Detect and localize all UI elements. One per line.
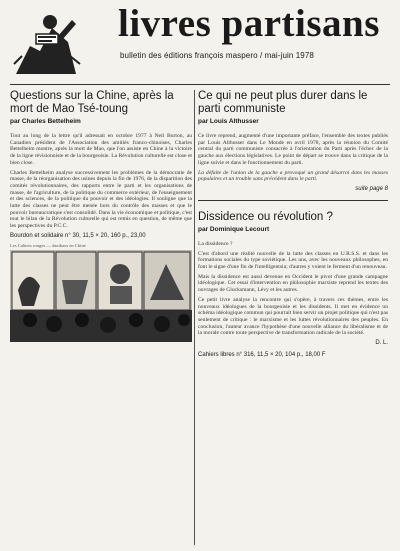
column-divider [194,90,195,545]
party-article-title: Ce qui ne peut plus durer dans le parti communiste [198,90,368,115]
right-column [198,90,388,358]
china-article-body [10,133,192,230]
china-paragraph: Charles Bettelheim analyse successivement les problèmes de la démocratie de masse, de la réorganisation des usines depuis la fin de 1976, de la disparition des comités révolutionnaires, des rapports entre le parti et les organisations de masse, de l'agriculture, de la politique du commerce extérieur, de l'enseignement et des sciences, de la politique du pouvoir et des idéologies. Il souligne que la lutte des classes ne peut être menée hors du contrôle des masses et que le pouvoir bureaucratique s'est consolidé. Dans la vie économique et politique, c'est tout le bilan de la Révolution culturelle qui est remis en question, de même que les perspectives du P.C.C. [10,169,192,230]
photo-caption: Les Cahiers rouges — dazibaos en Chine [10,242,86,248]
dissidence-book-info: Cahiers libres n° 316, 11,5 × 20, 104 p., 18,00 F [198,352,326,359]
dissidence-paragraph: C'est d'abord une réalité nouvelle de la lutte des classes en U.R.S.S. et dans les formations sociales du type soviétique. Les uns, avec les nouveaux philosophes, en font le signe d'une fin de l'intelligentsia; d'autres y voient le ferment d'un renouveau. [198,250,388,271]
party-article-byline: par Louis Althusser [198,118,259,125]
dissidence-article-title: Dissidence ou révolution ? [198,210,333,223]
china-paragraph: Tout au long de la lettre qu'il adressait en octobre 1977 à Neil Burton, au Canadien président de l'Association des amitiés franco-chinoises, Charles Bettelheim montre, après la mort de Mao, que l'on assiste en Chine à la victoire de la ligne révisionniste et de la bourgeoisie. La Révolution culturelle est close et bien close. [10,133,192,166]
dissidence-paragraph: Ce petit livre analyse la rencontre qui s'opère, à travers ces thèmes, entre les nouveaux idéologues de la bourgeoisie et les dissidents. Il met en évidence un schéma idéologique commun qui pourrait bien servir un projet politique qui n'est pas seulement de critique : le marxisme et les luttes révolutionnaires des peuples. En conclusion, l'auteur avance l'hypothèse d'une nouvelle alliance du libéralisme et de la morale contre toute perspective de transformation radicale de la société. [198,296,388,337]
dissidence-article-byline: par Dominique Lecourt [198,225,270,233]
left-column [10,90,192,342]
dissidence-signature: D. L. [375,340,388,347]
china-article-title: Questions sur la Chine, après la mort de Mao Tsé-toung [10,90,174,115]
dissidence-paragraph: La dissidence ? [198,240,233,247]
dazibao-photo [10,250,192,342]
header-rule [10,84,390,85]
continued-note: suite page 8 [355,185,388,192]
dissidence-paragraph: Mais la dissidence est aussi devenue en Occident le pivot d'une grande campagne idéologique. Cet essai d'intervention en philosophie marxiste reprend les textes des ouvrages de Glucksmann, Lévy et les autres. [198,273,388,294]
china-article-byline: par Charles Bettelheim [10,118,81,125]
china-book-info: Bourdon et solidaire n° 30, 11,5 × 20, 160 p., 23,00 [10,232,146,239]
party-paragraph-italic: La défaite de l'union de la gauche a provoqué un grand désarroi dans les masses populaires et un trouble sans précédent dans le parti. [198,169,388,183]
section-rule [198,200,388,201]
party-paragraph: Ce livre reprend, augmenté d'une importante préface, l'ensemble des textes publiés par Louis Althusser dans Le Monde en avril 1978, après la réunion du Comité central du parti communiste consacrée à l'orientation du Parti après l'échec de la gauche aux élections législatives. Le point de départ se trouve dans la critique de la ligne suivie et dans le fonctionnement du parti. [198,133,388,166]
dissidence-article-body [198,241,388,337]
masthead-title: livres partisans [118,2,380,45]
masthead-subtitle: bulletin des éditions françois maspero / mai-juin 1978 [120,51,314,60]
masthead-illustration [10,6,82,80]
party-article-body [198,133,388,183]
